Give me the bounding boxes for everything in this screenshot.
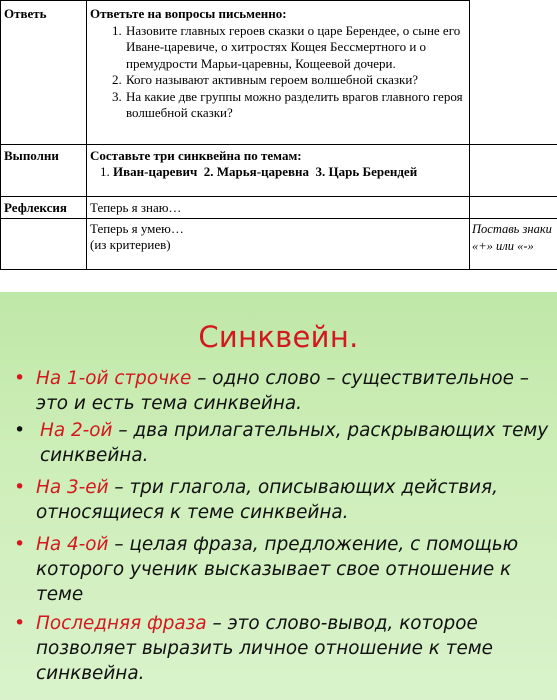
rule-highlight: На 4-ой	[36, 534, 109, 555]
lesson-table	[0, 0, 557, 270]
bullet-icon: •	[14, 612, 26, 634]
table-border-top	[0, 0, 470, 1]
task-heading: Составьте три синквейна по темам:	[90, 148, 302, 163]
table-border-bottom	[0, 269, 557, 270]
row-label-answer: Ответь	[4, 6, 47, 21]
list-item	[112, 23, 466, 72]
reflection-note: Поставь знаки «+» или «-»	[472, 222, 552, 253]
table-border-left	[0, 0, 1, 270]
question-text: Назовите главных героев сказки о царе Берендее, о сыне его Иване-царевиче, о хитростях Кощея Бессмертного и о премудрости Марьи-царевны, Кощеевой дочери.	[126, 23, 461, 71]
rule-highlight: Последняя фраза	[36, 613, 207, 634]
rule-highlight: На 1-ой строчке	[36, 368, 192, 389]
rule-line-4	[14, 532, 549, 607]
rule-text: – два прилагательных, раскрывающих тему синквейна.	[40, 420, 549, 466]
bullet-icon: •	[14, 533, 26, 555]
row-label-reflection: Рефлексия	[4, 200, 67, 215]
reflection-can: Теперь я умею…	[90, 221, 184, 236]
question-text: Кого называют активным героем волшебной сказки?	[126, 72, 419, 88]
slide-title: Синквейн.	[198, 320, 359, 354]
rule-line-1	[14, 366, 549, 416]
reflection-know: Теперь я знаю…	[90, 200, 182, 215]
question-number: 1.	[112, 23, 122, 38]
answer-heading: Ответьте на вопросы письменно:	[90, 6, 287, 21]
table-border-col1	[86, 0, 87, 270]
list-item	[112, 72, 466, 88]
table-row-divider-3	[0, 218, 557, 219]
topics-prefix: 1.	[100, 164, 110, 179]
bullet-icon: •	[14, 419, 26, 441]
reflection-criteria: (из критериев)	[90, 237, 171, 252]
rule-line-2	[14, 418, 549, 468]
bullet-icon: •	[14, 476, 26, 498]
table-row-divider-2	[0, 196, 557, 197]
question-text: На какие две группы можно разделить врагов главного героя волшебной сказки?	[126, 88, 463, 121]
question-list	[112, 23, 466, 121]
task-topics	[100, 164, 417, 180]
rule-highlight: На 2-ой	[40, 420, 113, 441]
rule-line-3	[14, 475, 549, 525]
sinkwine-slide	[0, 292, 557, 700]
rule-highlight: На 3-ей	[36, 477, 109, 498]
rule-text: – это слово-вывод, которое позволяет выразить личное отношение к теме синквейна.	[36, 613, 493, 684]
question-number: 3.	[112, 88, 122, 104]
rule-text: – целая фраза, предложение, с помощью которого ученик высказывает свое отношение к теме	[36, 534, 519, 605]
topics-text: Иван-царевич 2. Марья-царевна 3. Царь Берендей	[113, 164, 418, 179]
list-item	[112, 89, 466, 122]
rule-text: – три глагола, описывающих действия, относящиеся к теме синквейна.	[36, 477, 498, 523]
row-label-do: Выполни	[4, 148, 59, 163]
rule-line-5	[14, 611, 549, 686]
bullet-icon: •	[14, 367, 26, 389]
table-row-divider-1	[0, 144, 557, 145]
question-number: 2.	[112, 72, 122, 88]
rule-text: – одно слово – существительное – это и есть тема синквейна.	[36, 368, 529, 414]
table-border-col2	[469, 0, 470, 270]
